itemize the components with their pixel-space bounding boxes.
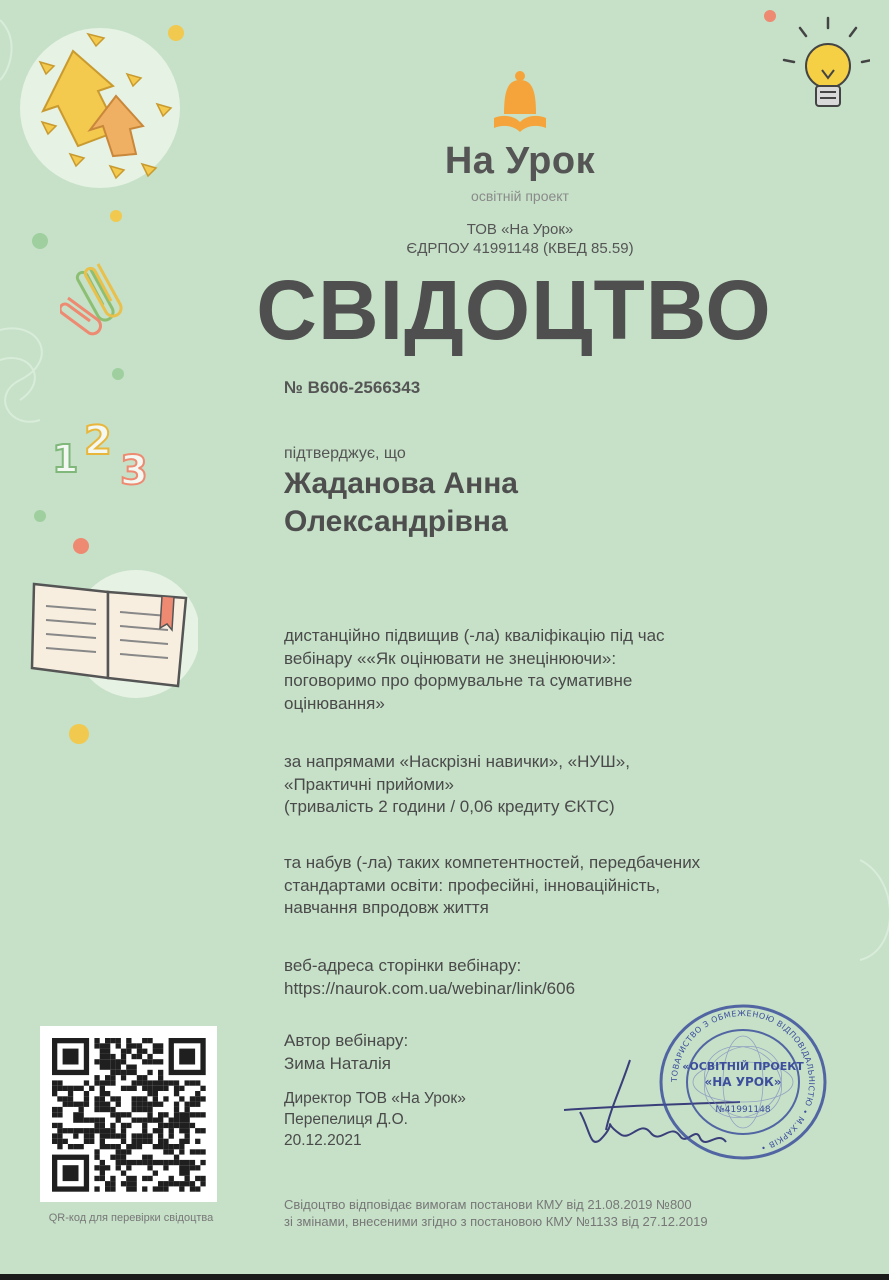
svg-text:1: 1 (52, 437, 79, 481)
recipient-name-line: Жаданова Анна (284, 467, 518, 500)
certificate-number: № В606-2566343 (284, 378, 421, 397)
webinar-page-paragraph (284, 955, 824, 1000)
qr-caption: QR-код для перевірки свідоцтва (48, 1212, 214, 1224)
qr-code-icon (40, 1026, 217, 1202)
webinar-link[interactable]: https://naurok.com.ua/webinar/link/606 (284, 978, 576, 998)
recipient-name-line: Олександрівна (284, 505, 508, 538)
director-name: Перепелиця Д.О. (284, 1111, 408, 1128)
company-name: ТОВ «На Урок» (466, 221, 574, 238)
paragraph-line: стандартами освіти: професійні, інноваційність, (284, 875, 661, 895)
stamp-icon (657, 1002, 829, 1162)
webpage-label: веб-адреса сторінки вебінару: (284, 956, 522, 975)
director-block (284, 1088, 466, 1151)
logo-title: На Урок (444, 140, 596, 182)
certificate-title: СВІДОЦТВО (256, 263, 772, 357)
bell-book-logo-icon (490, 68, 550, 138)
logo-tagline: освітній проект (471, 188, 569, 204)
legal-footer (284, 1196, 844, 1230)
footer-line: Свідоцтво відповідає вимогам постанови КМУ від 21.08.2019 №800 (284, 1197, 692, 1212)
qr-code[interactable] (40, 1026, 217, 1202)
stamp-line1: «ОСВІТНІЙ ПРОЕКТ (682, 1060, 804, 1073)
paragraph-line: «Практичні прийоми» (284, 774, 454, 794)
qualification-paragraph (284, 625, 824, 715)
footer-line: зі змінами, внесеними згідно з постановою КМУ №1133 від 27.12.2019 (284, 1214, 708, 1229)
paragraph-line: оцінювання» (284, 693, 385, 713)
paragraph-line: (тривалість 2 години / 0,06 кредиту ЄКТС) (284, 797, 615, 816)
directions-paragraph (284, 751, 824, 819)
svg-text:3: 3 (120, 448, 148, 490)
paragraph-line: навчання впродовж життя (284, 898, 489, 917)
author-label: Автор вебінару: (284, 1031, 409, 1050)
company-info (0, 220, 889, 258)
paragraph-line: за напрямами «Наскрізні навички», «НУШ», (284, 752, 630, 771)
issue-date: 20.12.2021 (284, 1132, 362, 1149)
paragraph-line: поговоримо про формувальне та сумативне (284, 671, 633, 690)
open-book-icon (28, 568, 198, 700)
company-code: ЄДРПОУ 41991148 (КВЕД 85.59) (406, 240, 634, 257)
stamp-line2: «НА УРОК» (704, 1075, 782, 1089)
paragraph-line: та набув (-ла) таких компетентностей, передбачених (284, 853, 701, 872)
competencies-paragraph (284, 852, 824, 920)
numbers-123-icon (48, 410, 158, 490)
confirms-text: підтверджує, що (284, 445, 406, 462)
svg-text:2: 2 (84, 418, 112, 464)
bottom-edge (0, 1274, 889, 1280)
recipient-name (284, 465, 704, 541)
paragraph-line: вебінару ««Як оцінювати не знецінюючи»: (284, 648, 617, 668)
lightbulb-icon (780, 14, 870, 114)
stamp-code: №41991148 (715, 1105, 771, 1115)
author-name: Зима Наталія (284, 1053, 391, 1073)
director-title: Директор ТОВ «На Урок» (284, 1090, 466, 1107)
stamp-ring-text: ТОВАРИСТВО З ОБМЕЖЕНОЮ ВІДПОВІДАЛЬНІСТЮ • М.ХАРКІВ • (669, 1008, 817, 1153)
paragraph-line: дистанційно підвищив (-ла) кваліфікацію під час (284, 626, 665, 645)
